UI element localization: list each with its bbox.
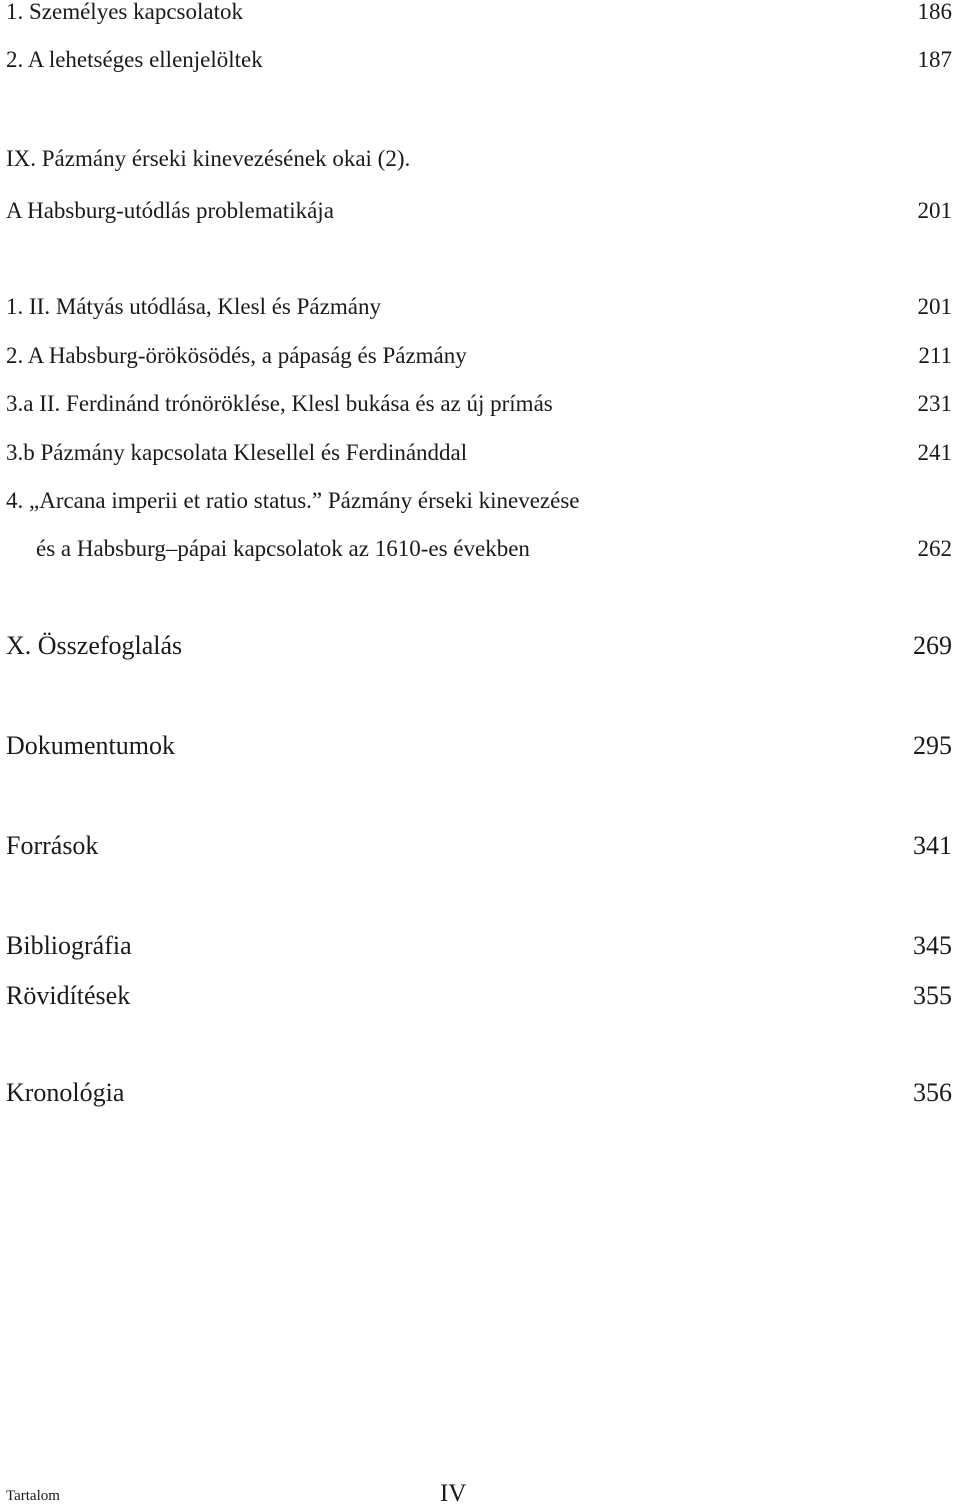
- toc-entry-label: Kronológia: [6, 1078, 125, 1107]
- toc-entry: [6, 730, 952, 762]
- toc-entry: [6, 930, 952, 962]
- toc-entry-page: 341: [913, 831, 952, 860]
- toc-entry-page: 345: [913, 931, 952, 960]
- toc-entry-label: Források: [6, 831, 99, 860]
- toc-entry-page: 201: [917, 294, 952, 319]
- toc-entry-label: A Habsburg-utódlás problematikája: [6, 198, 334, 223]
- toc-entry: [6, 439, 952, 467]
- toc-entry-label: X. Összefoglalás: [6, 631, 183, 660]
- toc-entry: [6, 197, 952, 225]
- toc-entry: [6, 0, 952, 26]
- toc-entry-label: 2. A lehetséges ellenjelöltek: [6, 47, 263, 72]
- toc-entry: [6, 293, 952, 321]
- toc-entry: [6, 487, 952, 515]
- toc-entry-page: 262: [917, 536, 952, 561]
- toc-entry-page: 356: [913, 1078, 952, 1107]
- toc-entry-label: 1. Személyes kapcsolatok: [6, 0, 243, 24]
- toc-entry: [6, 630, 952, 662]
- footer-page-number: IV: [440, 1480, 467, 1507]
- toc-entry: [6, 830, 952, 862]
- toc-entry-page: 241: [917, 440, 952, 465]
- toc-entry-page: 187: [917, 47, 952, 72]
- toc-entry-page: 211: [918, 343, 952, 368]
- toc-entry: [6, 342, 952, 370]
- toc-entry-label: 3.b Pázmány kapcsolata Klesellel és Ferdinánddal: [6, 440, 468, 465]
- toc-entry: [6, 46, 952, 74]
- toc-entry-label: és a Habsburg–pápai kapcsolatok az 1610-es években: [36, 536, 530, 561]
- toc-entry-label: IX. Pázmány érseki kinevezésének okai (2).: [6, 146, 411, 171]
- toc-entry-label: 3.a II. Ferdinánd trónöröklése, Klesl bukása és az új prímás: [6, 391, 553, 416]
- toc-entry-page: 269: [913, 631, 952, 660]
- toc-entry: [6, 535, 952, 563]
- toc-entry: [6, 145, 952, 173]
- toc-entry-label: 1. II. Mátyás utódlása, Klesl és Pázmány: [6, 294, 381, 319]
- toc-entry-label: Bibliográfia: [6, 931, 132, 960]
- toc-entry-page: 231: [917, 391, 952, 416]
- toc-entry-label: 2. A Habsburg-örökösödés, a pápaság és Pázmány: [6, 343, 467, 368]
- toc-entry: [6, 1077, 952, 1109]
- toc-entry-page: 201: [917, 198, 952, 223]
- toc-entry-label: Rövidítések: [6, 981, 131, 1010]
- toc-entry-page: 295: [913, 731, 952, 760]
- toc-entry-label: Dokumentumok: [6, 731, 175, 760]
- toc-entry: [6, 390, 952, 418]
- footer-section-label: Tartalom: [6, 1488, 60, 1504]
- toc-entry-label: 4. „Arcana imperii et ratio status.” Pázmány érseki kinevezése: [6, 488, 580, 513]
- toc-entry-page: 355: [913, 981, 952, 1010]
- toc-entry: [6, 980, 952, 1012]
- toc-entry-page: 186: [917, 0, 952, 24]
